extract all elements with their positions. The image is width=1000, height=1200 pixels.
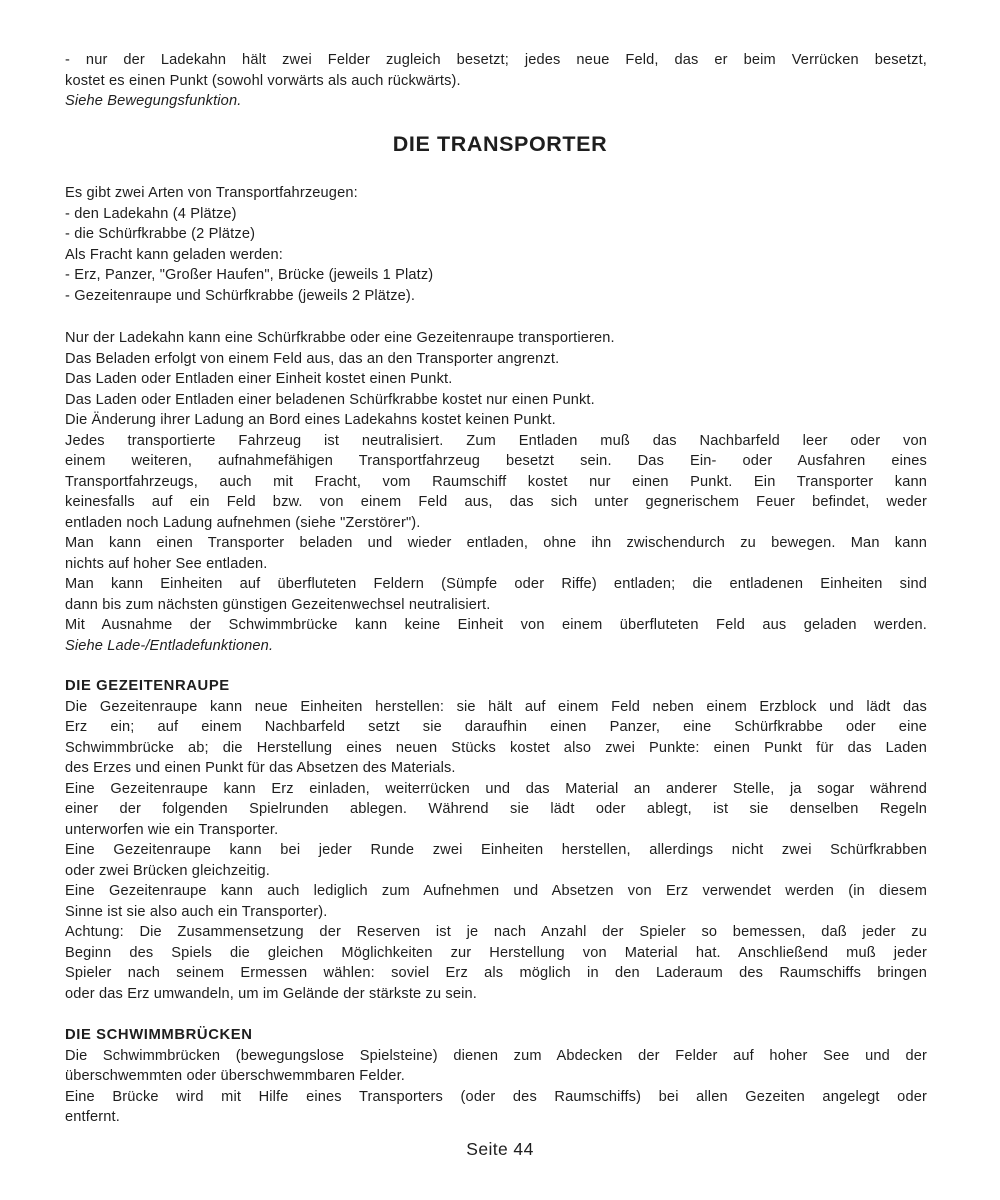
- text-line: unterworfen wie ein Transporter.: [65, 821, 279, 838]
- text-line: Sinne ist sie also auch ein Transporter).: [65, 903, 328, 920]
- text-line: oder zwei Brücken gleichzeitig.: [65, 862, 271, 879]
- text-line: Nur der Ladekahn kann eine Schürfkrabbe oder eine Gezeitenraupe transportieren.: [65, 330, 615, 346]
- page-title: DIE TRANSPORTER: [392, 132, 608, 156]
- text-line: Jedes transportierte Fahrzeug ist neutralisiert. Zum Entladen muß das Nachbarfeld leer oder von: [65, 432, 927, 449]
- text-line: Erz ein; auf einem Nachbarfeld setzt sie daraufhin einen Panzer, eine Schürfkrabbe oder eine: [65, 719, 927, 735]
- text-line: kostet es einen Punkt (sowohl vorwärts als auch rückwärts).: [65, 72, 461, 89]
- text-line: - nur der Ladekahn hält zwei Felder zugleich besetzt; jedes neue Feld, das er beim Verrücken besetzt,: [65, 52, 927, 68]
- text-line: entfernt.: [65, 1109, 120, 1125]
- text-line: Eine Gezeitenraupe kann auch lediglich zum Aufnehmen und Absetzen von Erz verwendet werden (in diesem: [65, 883, 927, 899]
- text-line: Das Beladen erfolgt von einem Feld aus, das an den Transporter angrenzt.: [65, 350, 560, 367]
- transporter-types-paragraph: [65, 183, 927, 306]
- text-line: Eine Gezeitenraupe kann bei jeder Runde zwei Einheiten herstellen, allerdings nicht zwei Schürfkrabben: [65, 842, 927, 858]
- text-line: Eine Brücke wird mit Hilfe eines Transporters (oder des Raumschiffs) bei allen Gezeiten angelegt oder: [65, 1088, 927, 1105]
- page-number: Seite 44: [466, 1139, 534, 1159]
- text-line: dann bis zum nächsten günstigen Gezeitenwechsel neutralisiert.: [65, 596, 491, 613]
- list-item: - Erz, Panzer, "Großer Haufen", Brücke (jeweils 1 Platz): [65, 267, 434, 283]
- section-heading: DIE GEZEITENRAUPE: [65, 678, 230, 694]
- gezeitenraupe-section: [65, 676, 927, 1004]
- text-line: Das Laden oder Entladen einer beladenen Schürfkrabbe kostet nur einen Punkt.: [65, 391, 595, 408]
- text-line: Achtung: Die Zusammensetzung der Reserven ist je nach Anzahl der Spieler so bemessen, daß jeder zu: [65, 924, 927, 940]
- text-line: Eine Gezeitenraupe kann Erz einladen, weiterrücken und das Material an anderer Stelle, ja sogar während: [65, 780, 927, 797]
- see-reference: Siehe Bewegungsfunktion.: [65, 93, 242, 109]
- text-line: Die Schwimmbrücken (bewegungslose Spielsteine) dienen zum Abdecken der Felder auf hoher See und der: [65, 1047, 927, 1064]
- text-line: des Erzes und einen Punkt für das Absetzen des Materials.: [65, 760, 456, 776]
- list-item: - Gezeitenraupe und Schürfkrabbe (jeweils 2 Plätze).: [65, 287, 416, 304]
- text-line: überschwemmten oder überschwemmbaren Felder.: [65, 1068, 405, 1084]
- text-line: Als Fracht kann geladen werden:: [65, 246, 284, 263]
- text-line: Schwimmbrücke ab; die Herstellung eines neuen Stücks kostet also zwei Punkte: einen Punkt für das Laden: [65, 739, 927, 756]
- list-item: - die Schürfkrabbe (2 Plätze): [65, 226, 256, 242]
- text-line: nichts auf hoher See entladen.: [65, 555, 268, 572]
- text-line: Man kann einen Transporter beladen und wieder entladen, ohne ihn zwischendurch zu bewegen. Man kann: [65, 535, 927, 551]
- text-line: Transportfahrzeugs, auch mit Fracht, vom Raumschiff kostet nur einen Punkt. Ein Transporter kann: [65, 473, 927, 490]
- text-line: Die Änderung ihrer Ladung an Bord eines Ladekahns kostet keinen Punkt.: [65, 412, 556, 428]
- text-line: einer der folgenden Spielrunden ablegen. Während sie lädt oder ablegt, ist sie denselben Regeln: [65, 801, 927, 817]
- text-line: Die Gezeitenraupe kann neue Einheiten herstellen: sie hält auf einem Feld neben einem Erzblock und lädt das: [65, 698, 927, 715]
- see-reference: Siehe Lade-/Entladefunktionen.: [65, 637, 274, 654]
- text-line: keinesfalls auf ein Feld bzw. von einem Feld aus, das sich unter gegnerischem Feuer befindet, weder: [65, 494, 927, 510]
- list-item: - den Ladekahn (4 Plätze): [65, 205, 237, 222]
- text-line: Das Laden oder Entladen einer Einheit kostet einen Punkt.: [65, 371, 453, 387]
- text-line: Es gibt zwei Arten von Transportfahrzeugen:: [65, 185, 358, 201]
- text-line: Mit Ausnahme der Schwimmbrücke kann keine Einheit von einem überfluteten Feld aus geladen werden.: [65, 617, 927, 633]
- text-line: oder das Erz umwandeln, um im Gelände der stärkste zu sein.: [65, 985, 477, 1002]
- text-line: Spieler nach seinem Ermessen wählen: soviel Erz als möglich in den Laderaum des Raumschiffs bringen: [65, 965, 927, 981]
- schwimmbruecken-section: [65, 1025, 927, 1128]
- text-line: entladen noch Ladung aufnehmen (siehe "Zerstörer").: [65, 514, 421, 531]
- text-line: Beginn des Spiels die gleichen Möglichkeiten zur Herstellung von Material hat. Anschließend muß jeder: [65, 944, 927, 961]
- section-heading: DIE SCHWIMMBRÜCKEN: [65, 1027, 253, 1043]
- transporter-rules-paragraph: [65, 328, 927, 656]
- text-line: Man kann Einheiten auf überfluteten Feldern (Sümpfe oder Riffe) entladen; die entladenen Einheiten sind: [65, 576, 927, 592]
- intro-paragraph: [65, 50, 927, 112]
- text-line: einem weiteren, aufnahmefähigen Transportfahrzeug besetzt sein. Das Ein- oder Ausfahren eines: [65, 453, 927, 469]
